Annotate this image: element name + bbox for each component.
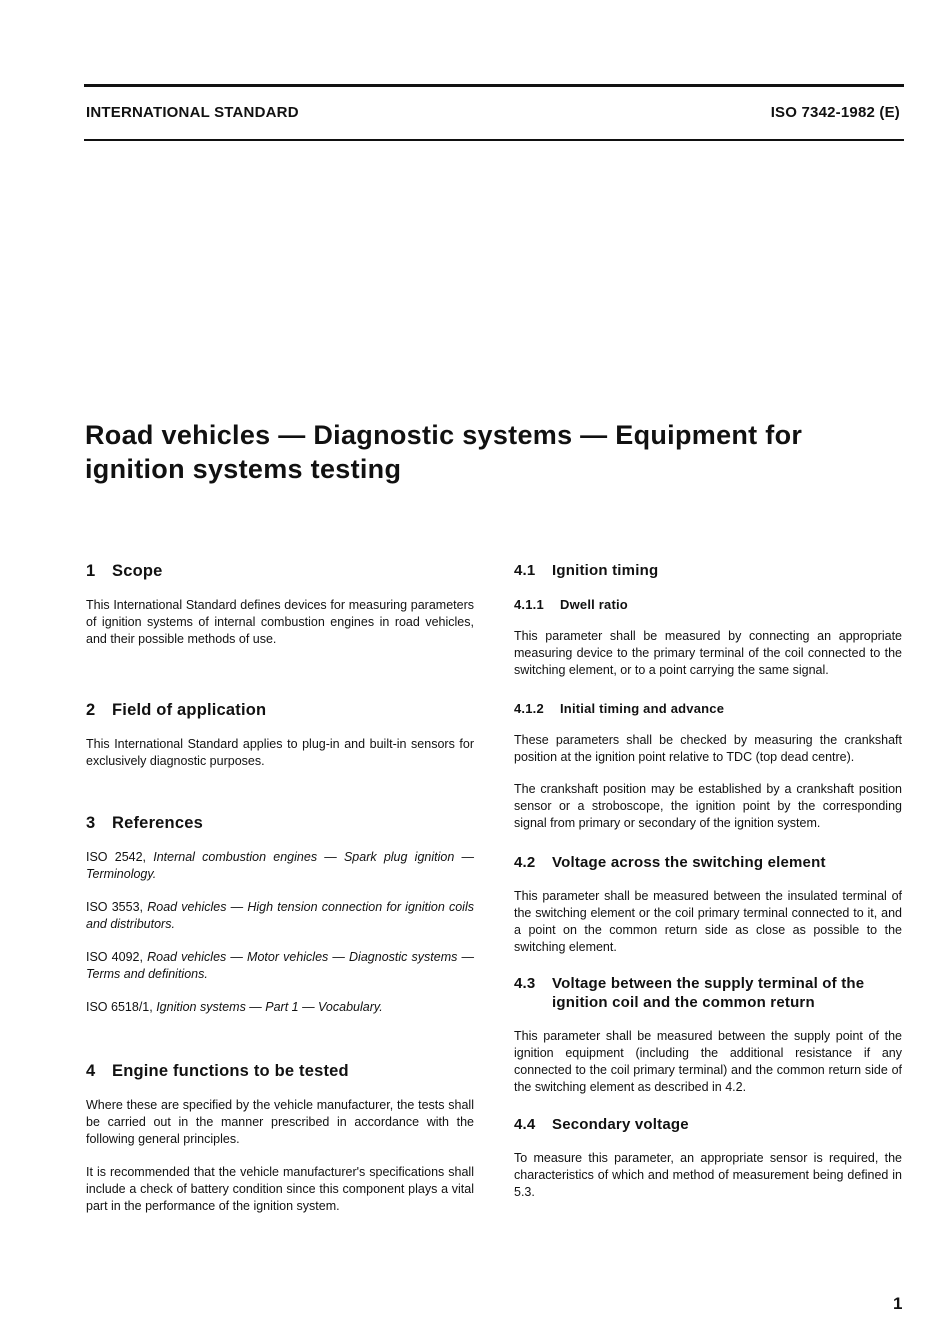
section-text: These parameters shall be checked by measuring the crankshaft position at the ignition point relative to TDC (top dead centre).: [514, 733, 902, 764]
reference-item: ISO 3553, Road vehicles — High tension connection for ignition coils and distributors.: [86, 900, 474, 931]
section-heading: 1 Scope: [86, 562, 163, 580]
subsection-heading-4-1-1: 4.1.1 Dwell ratio: [514, 597, 628, 612]
subsection-heading-4-1-2: 4.1.2 Initial timing and advance: [514, 701, 725, 716]
section-heading: 2 Field of application: [86, 701, 267, 719]
section-engine-functions: [86, 1062, 474, 1215]
section-text: Where these are specified by the vehicle manufacturer, the tests shall be carried out in the manner prescribed in accordance with the following general principles.: [86, 1098, 474, 1146]
reference-item: ISO 2542, Internal combustion engines — Spark plug ignition — Terminology.: [86, 850, 474, 881]
left-column: [86, 562, 474, 1215]
subsection-heading-4-2: 4.2 Voltage across the switching element: [514, 854, 826, 871]
section-text: This International Standard applies to plug-in and built-in sensors for exclusively diagnostic purposes.: [86, 737, 474, 768]
section-text: To measure this parameter, an appropriate sensor is required, the characteristics of which and method of measurement being defined in 5.3.: [514, 1151, 902, 1199]
section-text: The crankshaft position may be established by a crankshaft position sensor or a stroboscope, the ignition point by the corresponding signal from primary or secondary of the ignition system.: [514, 782, 902, 830]
section-scope: [86, 562, 474, 648]
reference-item: ISO 4092, Road vehicles — Motor vehicles — Diagnostic systems — Terms and definitions.: [86, 950, 474, 981]
document-title: [85, 418, 905, 486]
section-text: This parameter shall be measured between the insulated terminal of the switching element or the coil primary terminal connected to it, and a point on the common return side as close as possible to the switching element.: [514, 889, 902, 954]
subsection-heading-4-1: 4.1 Ignition timing: [514, 562, 659, 579]
document-type: INTERNATIONAL STANDARD: [86, 104, 299, 121]
page-number: 1: [893, 1294, 903, 1313]
reference-item: ISO 6518/1, Ignition systems — Part 1 — Vocabulary.: [86, 1000, 383, 1014]
section-field-of-application: [86, 701, 474, 770]
subsection-heading-4-3: 4.3 Voltage between the supply terminal of the ignition coil and the common return: [514, 975, 865, 1011]
section-text: This parameter shall be measured by connecting an appropriate measuring device to the primary terminal of the coil connected to the switching element, or to a point carrying the same signal.: [514, 629, 902, 677]
section-text: This parameter shall be measured between the supply point of the ignition equipment (including the additional resistance if any connected to the coil primary terminal) and the common return side of the switching element as described in 4.2.: [514, 1029, 902, 1094]
title-line-2: ignition systems testing: [85, 454, 402, 484]
section-heading: 4 Engine functions to be tested: [86, 1062, 349, 1080]
section-references: [86, 814, 474, 1016]
section-text: This International Standard defines devices for measuring parameters of ignition systems of internal combustion engines in road vehicles, and their possible methods of use.: [86, 598, 474, 646]
right-column: [514, 562, 902, 1201]
title-line-1: Road vehicles — Diagnostic systems — Equipment for: [85, 420, 803, 450]
header-bottom-rule: [84, 139, 904, 141]
subsection-heading-4-4: 4.4 Secondary voltage: [514, 1116, 689, 1133]
standard-number: ISO 7342-1982 (E): [770, 104, 900, 121]
section-text: It is recommended that the vehicle manufacturer's specifications shall include a check of battery condition since this component plays a vital part in the performance of the ignition system.: [86, 1165, 474, 1213]
section-heading: 3 References: [86, 814, 203, 832]
header-top-rule: [84, 84, 904, 87]
